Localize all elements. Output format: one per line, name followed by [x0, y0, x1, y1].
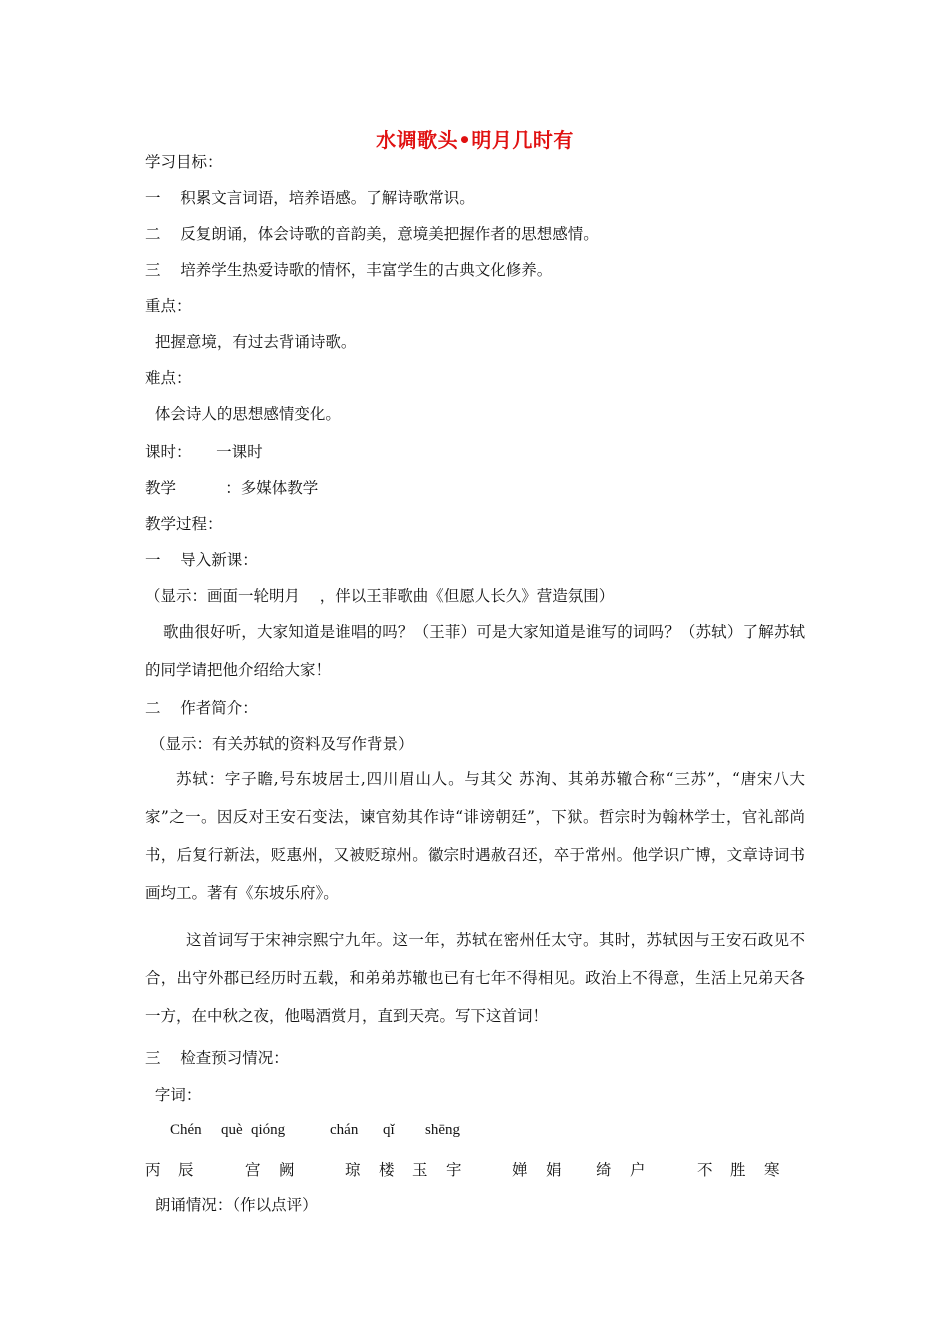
- pinyin-5: qǐ: [383, 1122, 395, 1138]
- vocab-char-12: 户: [630, 1161, 646, 1179]
- pinyin-3: qióng: [251, 1122, 286, 1138]
- vocab-char-9: 婵: [512, 1161, 528, 1179]
- section-2-heading: 二 作者简介：: [145, 699, 258, 717]
- pinyin-6: shēng: [425, 1122, 460, 1138]
- vocab-char-4: 阙: [279, 1161, 295, 1179]
- objective-item-2: 二 反复朗诵，体会诗歌的音韵美，意境美把握作者的思想感情。: [145, 225, 599, 243]
- section-1-heading: 一 导入新课：: [145, 551, 258, 569]
- vocab-char-7: 玉: [412, 1161, 428, 1179]
- pinyin-4: chán: [330, 1122, 359, 1138]
- vocab-char-15: 寒: [764, 1161, 780, 1179]
- teaching-method: 教学 ：多媒体教学: [145, 479, 319, 497]
- document-title: 水调歌头•明月几时有: [376, 128, 574, 152]
- vocab-char-8: 宇: [446, 1161, 462, 1179]
- key-point-text: 把握意境，有过去背诵诗歌。: [145, 333, 357, 351]
- objective-item-1: 一 积累文言词语，培养语感。了解诗歌常识。: [145, 189, 475, 207]
- vocab-heading: 字词：: [145, 1086, 202, 1104]
- vocab-char-11: 绮: [596, 1161, 612, 1179]
- objectives-heading: 学习目标：: [145, 153, 223, 171]
- difficulty-heading: 难点：: [145, 369, 192, 387]
- author-bio-paragraph: 苏轼：字子瞻,号东坡居士,四川眉山人。与其父 苏洵、其弟苏辙合称“三苏”，“唐宋八大家”之一。因反对王安石变法，谏官劾其作诗“诽谤朝廷”，下狱。哲宗时为翰林学士，官礼部尚书，后复行新法，贬惠州，又被贬琼州。徽宗时遇赦召还，卒于常州。他学识广博，文章诗词书画均工。著有《东坡乐府》。: [145, 770, 805, 902]
- section-3-heading: 三 检查预习情况：: [145, 1049, 289, 1067]
- vocab-char-13: 不: [697, 1161, 713, 1179]
- vocab-char-10: 娟: [546, 1161, 562, 1179]
- vocab-char-3: 宫: [245, 1161, 261, 1179]
- objective-item-3: 三 培养学生热爱诗歌的情怀，丰富学生的古典文化修养。: [145, 261, 553, 279]
- section-2-display: （显示：有关苏轼的资料及写作背景）: [150, 735, 414, 753]
- class-hours: 课时： 一课时: [145, 443, 263, 461]
- background-paragraph: 这首词写于宋神宗熙宁九年。这一年，苏轼在密州任太守。其时，苏轼因与王安石政见不合，出守外郡已经历时五载，和弟弟苏辙也已有七年不得相见。政治上不得意，生活上兄弟天各一方，在中秋之夜，他喝酒赏月，直到天亮。写下这首词！: [145, 931, 805, 1025]
- vocab-char-6: 楼: [379, 1161, 395, 1179]
- reading-status: 朗诵情况：（作以点评）: [145, 1196, 318, 1214]
- pinyin-2: què: [221, 1122, 243, 1138]
- difficulty-text: 体会诗人的思想感情变化。: [145, 405, 341, 423]
- vocab-char-1: 丙: [145, 1161, 161, 1179]
- section-1-paragraph: 歌曲很好听，大家知道是谁唱的吗？（王菲）可是大家知道是谁写的词吗？（苏轼）了解苏轼的同学请把他介绍给大家！: [145, 623, 805, 679]
- vocab-char-5: 琼: [345, 1161, 361, 1179]
- vocab-char-14: 胜: [730, 1161, 746, 1179]
- pinyin-1: Chén: [170, 1122, 202, 1138]
- process-heading: 教学过程：: [145, 515, 223, 533]
- section-1-display: （显示：画面一轮明月 ，伴以王菲歌曲《但愿人长久》营造氛围）: [145, 587, 615, 605]
- vocab-char-2: 辰: [178, 1161, 194, 1179]
- key-point-heading: 重点：: [145, 297, 192, 315]
